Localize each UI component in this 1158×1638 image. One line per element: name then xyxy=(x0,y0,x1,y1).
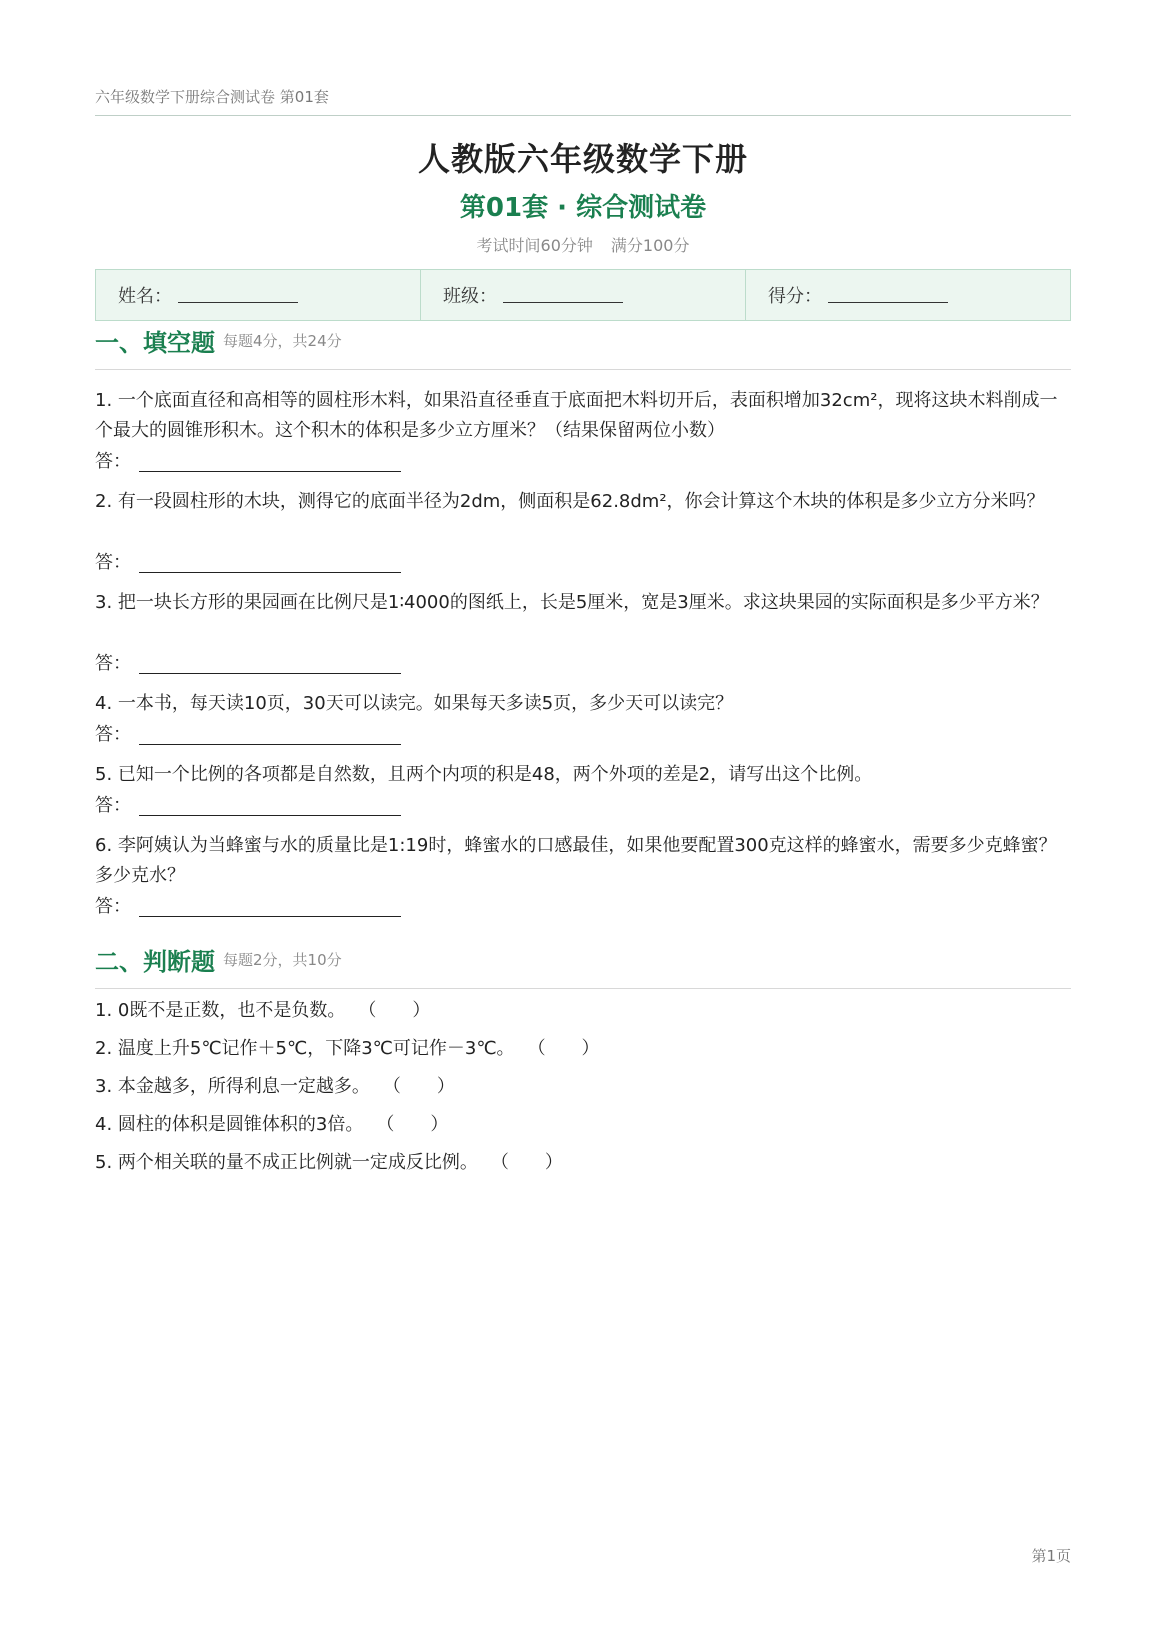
page-title: 人教版六年级数学下册 xyxy=(417,140,748,178)
answer-parentheses[interactable]: （ ） xyxy=(536,1038,600,1059)
page-subtitle: 第01套 · 综合测试卷 xyxy=(459,193,707,223)
tf-text: 2. 温度上升5℃记作＋5℃，下降3℃可记作－3℃。 xyxy=(95,1038,515,1059)
answer-blank-6[interactable] xyxy=(139,898,401,917)
tf-text: 5. 两个相关联的量不成正比例就一定成反比例。 xyxy=(95,1152,478,1173)
answer-blank-3[interactable] xyxy=(139,655,401,674)
running-head: 六年级数学下册综合测试卷 第01套 xyxy=(95,88,329,106)
question-4: 4. 一本书，每天读10页，30天可以读完。如果每天多读5页，多少天可以读完？ xyxy=(95,693,734,714)
exam-time: 考试时间60分钟 xyxy=(476,236,593,255)
answer-row-4 xyxy=(95,720,401,750)
name-blank[interactable] xyxy=(178,288,298,303)
student-info-box xyxy=(95,269,1071,321)
name-cell xyxy=(96,270,421,320)
tf-item-1 xyxy=(95,996,430,1026)
section-true-false-header xyxy=(95,942,1071,989)
tf-text: 1. 0既不是正数，也不是负数。 xyxy=(95,1000,346,1021)
answer-row-6 xyxy=(95,892,401,922)
score-cell xyxy=(746,270,1070,320)
name-label: 姓名： xyxy=(118,286,172,307)
answer-row-1 xyxy=(95,447,401,477)
answer-row-5 xyxy=(95,791,401,821)
page-number: 第1页 xyxy=(1031,1547,1071,1565)
answer-parentheses[interactable]: （ ） xyxy=(499,1152,563,1173)
answer-label: 答： xyxy=(95,896,131,917)
class-cell xyxy=(421,270,746,320)
section-title: 一、填空题 xyxy=(95,329,215,357)
answer-parentheses[interactable]: （ ） xyxy=(385,1114,449,1135)
section-note: 每题2分，共10分 xyxy=(223,951,342,969)
question-1: 1. 一个底面直径和高相等的圆柱形木料，如果沿直径垂直于底面把木料切开后，表面积增加32cm²，现将这块木料削成一个最大的圆锥形积木。这个积木的体积是多少立方厘米？（结果保留两位小数） xyxy=(95,390,1058,441)
class-label: 班级： xyxy=(443,286,497,307)
section-fill-blank-header xyxy=(95,323,1071,370)
answer-label: 答： xyxy=(95,451,131,472)
tf-text: 4. 圆柱的体积是圆锥体积的3倍。 xyxy=(95,1114,364,1135)
answer-blank-2[interactable] xyxy=(139,554,401,573)
answer-parentheses[interactable]: （ ） xyxy=(391,1076,455,1097)
answer-blank-4[interactable] xyxy=(139,726,401,745)
answer-blank-5[interactable] xyxy=(139,797,401,816)
section-title: 二、判断题 xyxy=(95,948,215,976)
answer-label: 答： xyxy=(95,795,131,816)
score-label: 得分： xyxy=(768,286,822,307)
tf-text: 3. 本金越多，所得利息一定越多。 xyxy=(95,1076,370,1097)
answer-row-3 xyxy=(95,649,401,679)
exam-meta xyxy=(95,233,1071,256)
question-6: 6. 李阿姨认为当蜂蜜与水的质量比是1:19时，蜂蜜水的口感最佳，如果他要配置300克这样的蜂蜜水，需要多少克蜂蜜？多少克水？ xyxy=(95,835,1057,886)
tf-item-2 xyxy=(95,1034,600,1064)
answer-blank-1[interactable] xyxy=(139,453,401,472)
question-5: 5. 已知一个比例的各项都是自然数，且两个内项的积是48，两个外项的差是2，请写出这个比例。 xyxy=(95,764,873,785)
question-3: 3. 把一块长方形的果园画在比例尺是1∶4000的图纸上，长是5厘米，宽是3厘米。求这块果园的实际面积是多少平方米？ xyxy=(95,592,1049,613)
section-note: 每题4分，共24分 xyxy=(223,332,342,350)
class-blank[interactable] xyxy=(503,288,623,303)
answer-label: 答： xyxy=(95,724,131,745)
answer-row-2 xyxy=(95,548,401,578)
tf-item-5 xyxy=(95,1148,563,1178)
answer-label: 答： xyxy=(95,653,131,674)
tf-item-3 xyxy=(95,1072,455,1102)
question-2: 2. 有一段圆柱形的木块，测得它的底面半径为2dm，侧面积是62.8dm²，你会计算这个木块的体积是多少立方分米吗？ xyxy=(95,491,1045,512)
answer-parentheses[interactable]: （ ） xyxy=(367,1000,431,1021)
tf-item-4 xyxy=(95,1110,448,1140)
header-divider xyxy=(95,115,1071,116)
answer-label: 答： xyxy=(95,552,131,573)
exam-full-score: 满分100分 xyxy=(610,236,690,255)
score-blank[interactable] xyxy=(828,288,948,303)
